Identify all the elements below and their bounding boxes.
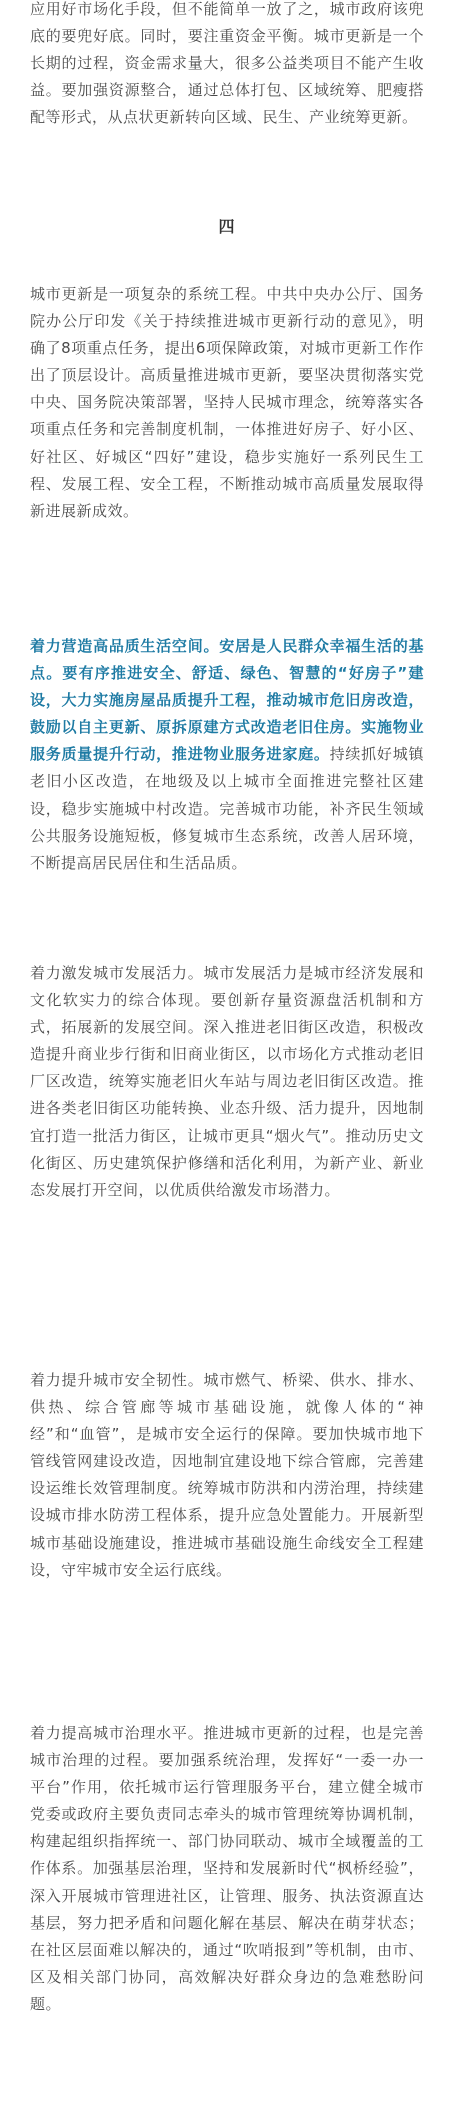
- section-numeral: 四: [218, 217, 236, 236]
- paragraph-1: 城市更新是一项复杂的系统工程。中共中央办公厅、国务院办公厅印发《关于持续推进城市更新行动的意见》，明确了8项重点任务，提出6项保障政策，对城市更新工作作出了顶层设计。高质量推进城市更新，要坚决贯彻落实党中央、国务院决策部署，坚持人民城市理念，统筹落实各项重点任务和完善制度机制，一体推进好房子、好小区、好社区、好城区“四好”建设，稳步实施好一系列民生工程、发展工程、安全工程，不断推动城市高质量发展取得新进展新成效。: [30, 285, 424, 520]
- paragraph-2-rest: 持续抓好城镇老旧小区改造，在地级及以上城市全面推进完整社区建设，稳步实施城中村改造。完善城市功能，补齐民生领域公共服务设施短板，修复城市生态系统，改善人居环境，不断提高居民居住和生活品质。: [30, 745, 424, 872]
- paragraph-4: 着力提升城市安全韧性。城市燃气、桥梁、供水、排水、供热、综合管廊等城市基础设施，就像人体的“神经”和“血管”，是城市安全运行的保障。要加快城市地下管线管网建设改造，因地制宜建设地下综合管廊，完善建设运维长效管理制度。统筹城市防洪和内涝治理，持续建设城市排水防涝工程体系，提升应急处置能力。开展新型城市基础设施建设，推进城市基础设施生命线安全工程建设，守牢城市安全运行底线。: [30, 1371, 424, 1579]
- paragraph-2-highlight: 着力营造高品质生活空间。安居是人民群众幸福生活的基点。要有序推进安全、舒适、绿色、智慧的“好房子”建设，大力实施房屋品质提升工程，推动城市危旧房改造，鼓励以自主更新、原拆原建方式改造老旧住房。实施物业服务质量提升行动，推进物业服务进家庭。: [30, 637, 424, 764]
- paragraph-5: 着力提高城市治理水平。推进城市更新的过程，也是完善城市治理的过程。要加强系统治理，发挥好“一委一办一平台”作用，依托城市运行管理服务平台，建立健全城市党委或政府主要负责同志牵头的城市管理统筹协调机制，构建起组织指挥统一、部门协同联动、城市全域覆盖的工作体系。加强基层治理，坚持和发展新时代“枫桥经验”，深入开展城市管理进社区，让管理、服务、执法资源直达基层，努力把矛盾和问题化解在基层、解决在萌芽状态；在社区层面难以解决的，通过“吹哨报到”等机制，由市、区及相关部门协同，高效解决好群众身边的急难愁盼问题。: [30, 1724, 424, 2013]
- paragraph-top: 应用好市场化手段，但不能简单一放了之，城市政府该兜底的要兜好底。同时，要注重资金平衡。城市更新是一个长期的过程，资金需求量大，很多公益类项目不能产生收益。要加强资源整合，通过总体打包、区域统筹、肥瘦搭配等形式，从点状更新转向区域、民生、产业统筹更新。: [30, 0, 424, 127]
- paragraph-2: [30, 633, 424, 877]
- paragraph-3: 着力激发城市发展活力。城市发展活力是城市经济发展和文化软实力的综合体现。要创新存量资源盘活机制和方式，拓展新的发展空间。深入推进老旧街区改造，积极改造提升商业步行街和旧商业街区，以市场化方式推动老旧厂区改造，统筹实施老旧火车站与周边老旧街区改造。推进各类老旧街区功能转换、业态升级、活力提升，因地制宜打造一批活力街区，让城市更具“烟火气”。推动历史文化街区、历史建筑保护修缮和活化利用，为新产业、新业态发展打开空间，以优质供给激发市场潜力。: [30, 964, 424, 1199]
